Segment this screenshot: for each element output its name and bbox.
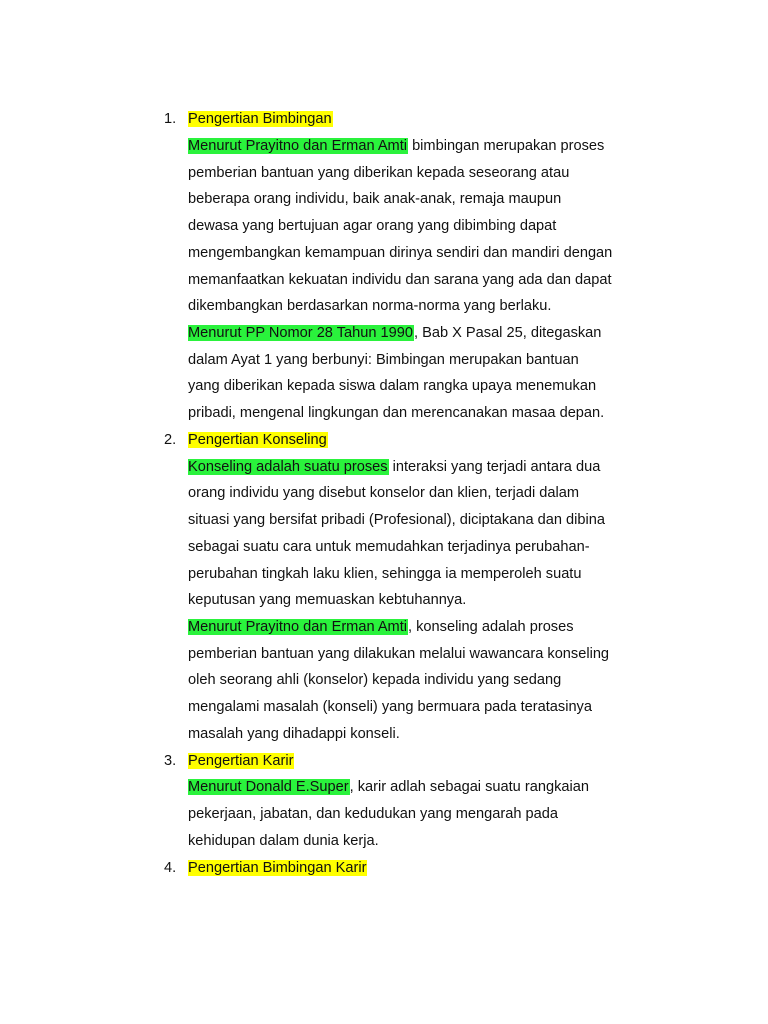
section-heading	[188, 110, 333, 129]
paragraph-line: pemberian bantuan yang dilakukan melalui wawancara konseling	[188, 646, 610, 662]
heading-text: Pengertian Bimbingan Karir	[188, 860, 367, 876]
paragraph-line: perubahan tingkah laku klien, sehingga ia memperoleh suatu	[188, 566, 582, 582]
paragraph-line	[188, 137, 604, 156]
line-text: bimbingan merupakan proses	[408, 138, 605, 154]
paragraph-line: mengembangkan kemampuan dirinya sendiri dan mandiri dengan	[188, 245, 613, 261]
source-highlight: Menurut Prayitno dan Erman Amti	[188, 138, 408, 154]
paragraph-line: kehidupan dalam dunia kerja.	[188, 833, 379, 849]
paragraph-line	[188, 618, 574, 637]
section-heading	[188, 859, 367, 878]
paragraph-line	[188, 458, 600, 477]
paragraph-line: orang individu yang disebut konselor dan klien, terjadi dalam	[188, 485, 580, 501]
section-number: 2.	[164, 432, 177, 448]
source-highlight: Menurut Prayitno dan Erman Amti	[188, 619, 408, 635]
paragraph-line: masalah yang dihadappi konseli.	[188, 726, 400, 742]
heading-text: Pengertian Karir	[188, 753, 294, 769]
paragraph-line: beberapa orang individu, baik anak-anak, remaja maupun	[188, 191, 562, 207]
paragraph-line: yang diberikan kepada siswa dalam rangka upaya menemukan	[188, 378, 597, 394]
line-text: , Bab X Pasal 25, ditegaskan	[414, 325, 602, 341]
paragraph-line: pekerjaan, jabatan, dan kedudukan yang mengarah pada	[188, 806, 558, 822]
source-highlight: Konseling adalah suatu proses	[188, 459, 388, 475]
source-highlight: Menurut Donald E.Super	[188, 779, 349, 795]
section-heading	[188, 431, 328, 450]
line-text: , karir adlah sebagai suatu rangkaian	[349, 779, 589, 795]
paragraph-line: pemberian bantuan yang diberikan kepada seseorang atau	[188, 165, 570, 181]
paragraph-line: mengalami masalah (konseli) yang bermuara pada teratasinya	[188, 699, 592, 715]
paragraph-line	[188, 778, 589, 797]
section-number: 4.	[164, 860, 177, 876]
paragraph-line: keputusan yang memuaskan kebtuhannya.	[188, 592, 467, 608]
line-text: interaksi yang terjadi antara dua	[388, 459, 601, 475]
source-highlight: Menurut PP Nomor 28 Tahun 1990	[188, 325, 413, 341]
paragraph-line: situasi yang bersifat pribadi (Profesional), diciptakana dan dibina	[188, 512, 605, 528]
paragraph-line: dalam Ayat 1 yang berbunyi: Bimbingan merupakan bantuan	[188, 352, 579, 368]
line-text: , konseling adalah proses	[408, 619, 574, 635]
paragraph-line: sebagai suatu cara untuk memudahkan terjadinya perubahan-	[188, 539, 590, 555]
section-number: 3.	[164, 753, 177, 769]
section-heading	[188, 752, 294, 771]
paragraph-line: dikembangkan berdasarkan norma-norma yang berlaku.	[188, 298, 552, 314]
paragraph-line: pribadi, mengenal lingkungan dan merencanakan masaa depan.	[188, 405, 605, 421]
section-number: 1.	[164, 111, 177, 127]
paragraph-line: dewasa yang bertujuan agar orang yang dibimbing dapat	[188, 218, 557, 234]
paragraph-line: memanfaatkan kekuatan individu dan sarana yang ada dan dapat	[188, 272, 612, 288]
heading-text: Pengertian Konseling	[188, 432, 327, 448]
paragraph-line	[188, 324, 601, 343]
paragraph-line: oleh seorang ahli (konselor) kepada individu yang sedang	[188, 672, 562, 688]
heading-text: Pengertian Bimbingan	[188, 111, 332, 127]
